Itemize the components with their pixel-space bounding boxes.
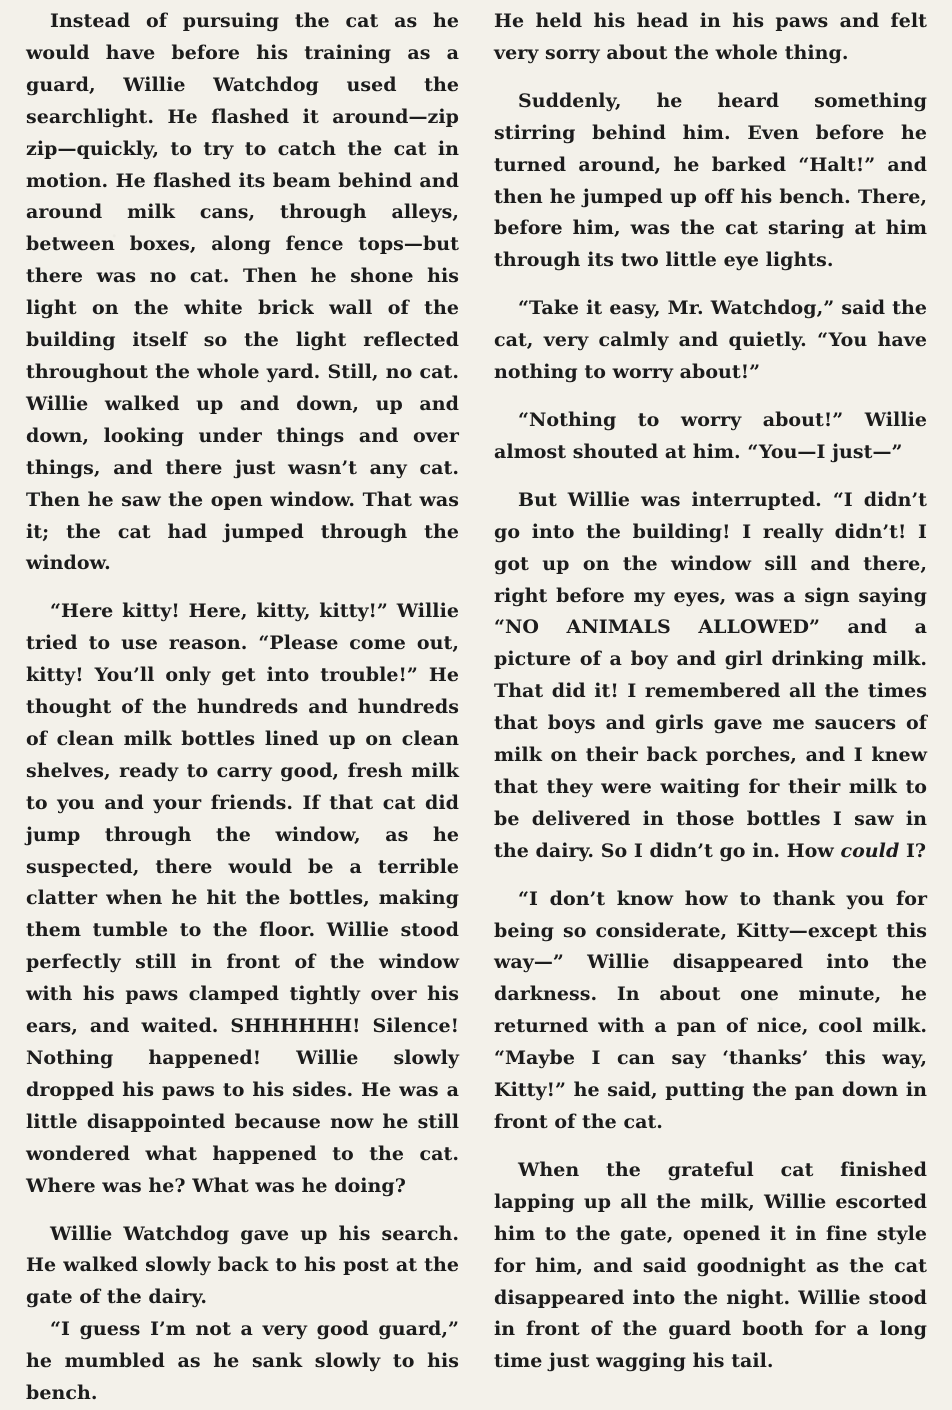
right-column: [494, 6, 927, 1378]
story-paragraph: “I don’t know how to thank you for being so considerate, Kitty—except this way—” Willie disappeared into the darkness. In about one minute, he returned with a pan of nice, cool milk. “Maybe I can say ‘thanks’ this way, Kitty!” he said, putting the pan down in front of the cat.: [494, 887, 927, 1133]
paragraph-text: But Willie was interrupted. “I didn’t go into the building! I really didn’t! I got up on the window sill and there, right before my eyes, was a sign saying “NO ANIMALS ALLOWED” and a picture of a boy and girl drinking milk. That did it! I remembered all the times that boys and girls gave me saucers of milk on their back porches, and I knew that they were waiting for their milk to be delivered in those bottles I saw in the dairy. So I didn’t go in. How: [494, 488, 927, 862]
story-paragraph: “I guess I’m not a very good guard,” he mumbled as he sank slowly to his bench.: [26, 1318, 459, 1405]
story-paragraph: “Take it easy, Mr. Watchdog,” said the cat, very calmly and quietly. “You have nothing to worry about!”: [494, 297, 927, 384]
story-paragraph-continuation: He held his head in his paws and felt very sorry about the whole thing.: [494, 10, 927, 64]
left-column: [26, 6, 459, 1410]
story-paragraph: Suddenly, he heard something stirring behind him. Even before he turned around, he barked “Halt!” and then he jumped up off his bench. There, before him, was the cat staring at him through its two little eye lights.: [494, 89, 927, 272]
story-paragraph-interrupted: [494, 485, 927, 868]
story-paragraph: “Nothing to worry about!” Willie almost shouted at him. “You—I just—”: [494, 408, 927, 463]
paragraph-text: I?: [899, 839, 927, 862]
story-paragraph: When the grateful cat finished lapping up all the milk, Willie escorted him to the gate, opened it in fine style for him, and said goodnight as the cat disappeared into the night. Willie stood in front of the guard booth for a long time just wagging his tail.: [494, 1158, 927, 1373]
story-paragraph: Willie Watchdog gave up his search. He walked slowly back to his post at the gate of the dairy.: [26, 1222, 459, 1309]
story-paragraph: Instead of pursuing the cat as he would have before his training as a guard, Willie Watchdog used the searchlight. He flashed it around—zip zip—quickly, to try to catch the cat in motion. He flashed its beam behind and around milk cans, through alleys, between boxes, along fence tops—but there was no cat. Then he shone his light on the white brick wall of the building itself so the light reflected throughout the whole yard. Still, no cat. Willie walked up and down, up and down, looking under things and over things, and there just wasn’t any cat. Then he saw the open window. That was it; the cat had jumped through the window.: [26, 10, 459, 575]
italic-emphasis: could: [840, 839, 900, 862]
story-paragraph: “Here kitty! Here, kitty, kitty!” Willie tried to use reason. “Please come out, kitty! You’ll only get into trouble!” He thought of the hundreds and hundreds of clean milk bottles lined up on clean shelves, ready to carry good, fresh milk to you and your friends. If that cat did jump through the window, as he suspected, there would be a terrible clatter when he hit the bottles, making them tumble to the floor. Willie stood perfectly still in front of the window with his paws clamped tightly over his ears, and waited. SHHHHHH! Silence! Nothing happened! Willie slowly dropped his paws to his sides. He was a little disappointed because now he still wondered what happened to the cat. Where was he? What was he doing?: [26, 600, 459, 1197]
